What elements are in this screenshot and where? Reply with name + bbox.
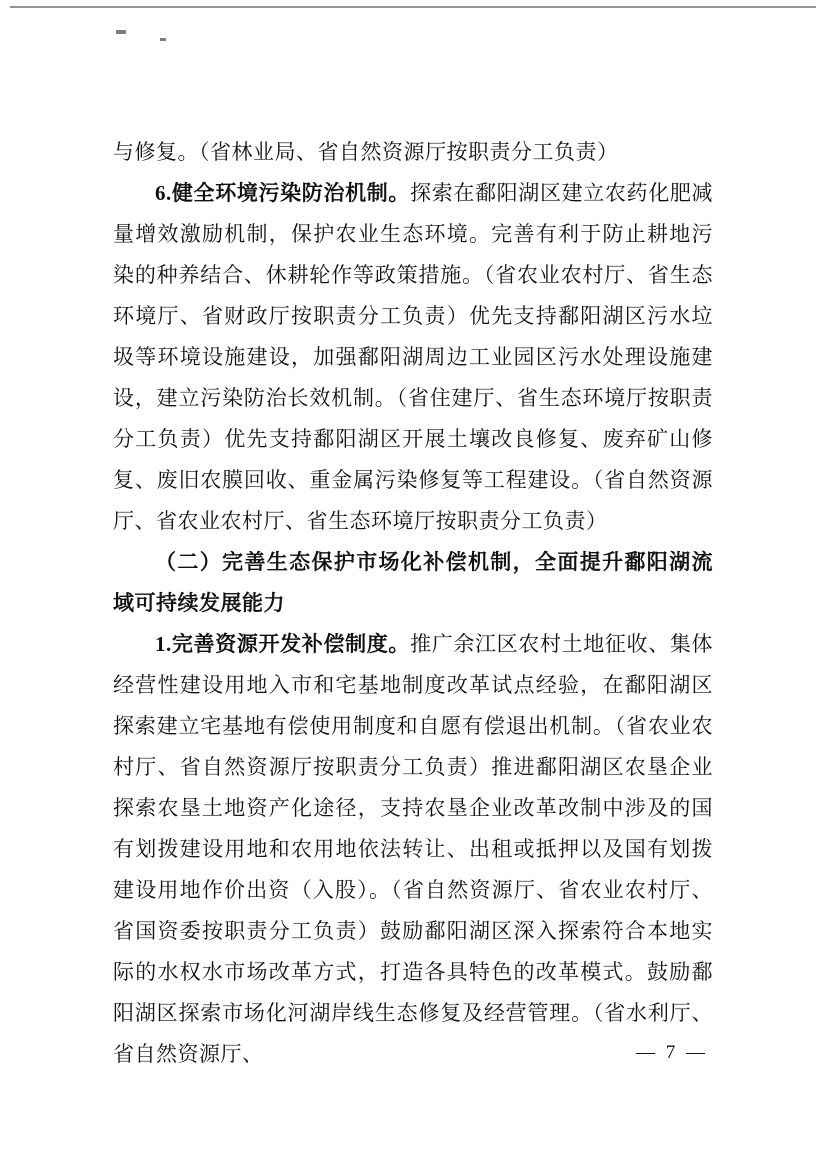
paragraph-text: 推广余江区农村土地征收、集体经营性建设用地入市和宅基地制度改革试点经验，在鄱阳湖区探索建立宅基地有偿使用制度和自愿有偿退出机制。（省农业农村厅、省自然资源厅按职责分工负责）推进鄱阳湖区农垦企业探索农垦土地资产化途径，支持农垦企业改革改制中涉及的国有划拨建设用地和农用地依法转让、出租或抵押以及国有划拨建设用地作价出资（入股）。（省自然资源厅、省农业农村厅、省国资委按职责分工负责）鼓励鄱阳湖区深入探索符合本地实际的水权水市场改革方式，打造各具特色的改革模式。鼓励鄱阳湖区探索市场化河湖岸线生态修复及经营管理。（省水利厅、省自然资源厅、	[113, 632, 714, 1066]
paragraph-continuation	[113, 132, 713, 173]
section-heading-text: （二）完善生态保护市场化补偿机制，全面提升鄱阳湖流域可持续发展能力	[113, 550, 713, 615]
paragraph-text: 与修复。（省林业局、省自然资源厅按职责分工负责）	[113, 140, 619, 164]
section-heading	[113, 542, 713, 624]
paragraph-item-1	[113, 624, 713, 1075]
paragraph-lead: 1.完善资源开发补偿制度。	[155, 632, 411, 656]
paragraph-item-6	[113, 173, 713, 542]
document-content	[113, 132, 713, 1075]
paragraph-lead: 6.健全环境污染防治机制。	[155, 181, 411, 205]
paragraph-text: 探索在鄱阳湖区建立农药化肥减量增效激励机制，保护农业生态环境。完善有利于防止耕地污染的种养结合、休耕轮作等政策措施。（省农业农村厅、省生态环境厅、省财政厅按职责分工负责）优先支持鄱阳湖区污水垃圾等环境设施建设，加强鄱阳湖周边工业园区污水处理设施建设，建立污染防治长效机制。（省住建厅、省生态环境厅按职责分工负责）优先支持鄱阳湖区开展土壤改良修复、废弃矿山修复、废旧农膜回收、重金属污染修复等工程建设。（省自然资源厅、省农业农村厅、省生态环境厅按职责分工负责）	[113, 181, 714, 533]
scan-artifact-speck	[116, 30, 126, 34]
page-number: — 7 —	[636, 1042, 708, 1063]
scan-artifact-line	[10, 6, 816, 8]
scan-artifact-speck	[160, 38, 166, 41]
